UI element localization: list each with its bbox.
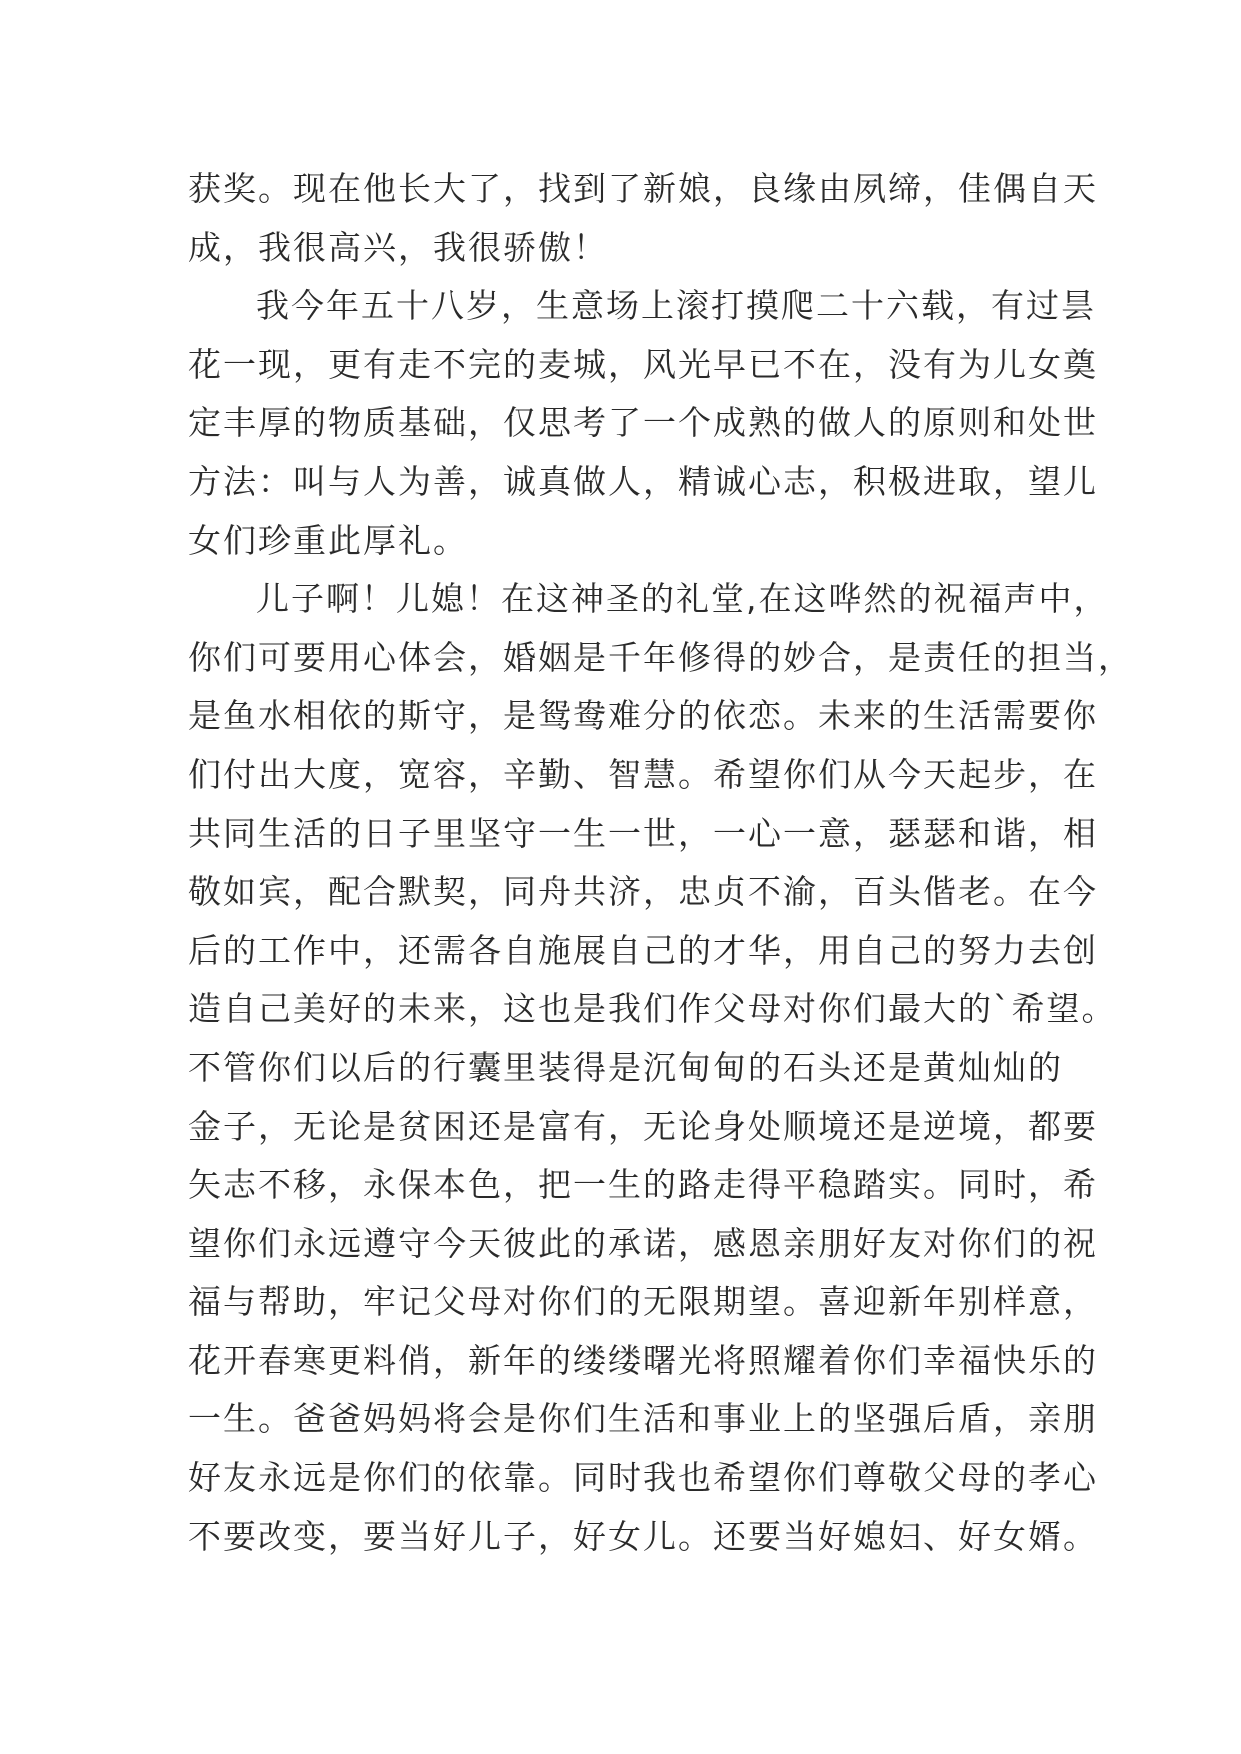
text-line: 花开春寒更料俏，新年的缕缕曙光将照耀着你们幸福快乐的: [188, 1340, 1098, 1380]
text-line: 我今年五十八岁，生意场上滚打摸爬二十六载，有过昙: [256, 286, 1096, 326]
text-line: 女们珍重此厚礼。: [188, 520, 468, 560]
text-line: 方法：叫与人为善，诚真做人，精诚心志，积极进取，望儿: [188, 461, 1098, 501]
text-line: 们付出大度，宽容，辛勤、智慧。希望你们从今天起步，在: [188, 754, 1098, 794]
text-line: 花一现，更有走不完的麦城，风光早已不在，没有为儿女奠: [188, 344, 1098, 384]
text-line: 你们可要用心体会，婚姻是千年修得的妙合，是责任的担当，: [188, 637, 1133, 677]
text-line: 后的工作中，还需各自施展自己的才华，用自己的努力去创: [188, 930, 1098, 970]
paragraph: [188, 570, 1133, 1566]
text-line: 金子，无论是贫困还是富有，无论身处顺境还是逆境，都要: [188, 1106, 1098, 1146]
text-line: 定丰厚的物质基础，仅思考了一个成熟的做人的原则和处世: [188, 403, 1098, 443]
text-line: 好友永远是你们的依靠。同时我也希望你们尊敬父母的孝心: [188, 1458, 1098, 1498]
text-line: 一生。爸爸妈妈将会是你们生活和事业上的坚强后盾，亲朋: [188, 1399, 1098, 1439]
text-line: 儿子啊！儿媳！在这神圣的礼堂,在这哗然的祝福声中，: [256, 579, 1109, 619]
text-line: 成，我很高兴，我很骄傲！: [188, 227, 608, 267]
text-line: 不要改变，要当好儿子，好女儿。还要当好媳妇、好女婿。: [188, 1516, 1098, 1556]
text-line: 敬如宾，配合默契，同舟共济，忠贞不渝，百头偕老。在今: [188, 872, 1098, 912]
paragraph: [188, 277, 1098, 570]
text-line: 矢志不移，永保本色，把一生的路走得平稳踏实。同时，希: [188, 1165, 1098, 1205]
text-line: 获奖。现在他长大了，找到了新娘，良缘由夙缔，佳偶自天: [188, 169, 1098, 208]
text-line: 福与帮助，牢记父母对你们的无限期望。喜迎新年别样意，: [188, 1282, 1098, 1322]
text-line: 不管你们以后的行囊里装得是沉甸甸的石头还是黄灿灿的: [188, 1047, 1063, 1087]
text-line: 望你们永远遵守今天彼此的承诺，感恩亲朋好友对你们的祝: [188, 1223, 1098, 1263]
text-line: 是鱼水相依的斯守，是鸳鸯难分的依恋。未来的生活需要你: [188, 696, 1098, 736]
document-body: [188, 160, 1133, 1566]
paragraph: [188, 160, 1098, 277]
text-line: 造自己美好的未来，这也是我们作父母对你们最大的`希望。: [188, 989, 1117, 1029]
text-line: 共同生活的日子里坚守一生一世，一心一意，瑟瑟和谐，相: [188, 813, 1098, 853]
